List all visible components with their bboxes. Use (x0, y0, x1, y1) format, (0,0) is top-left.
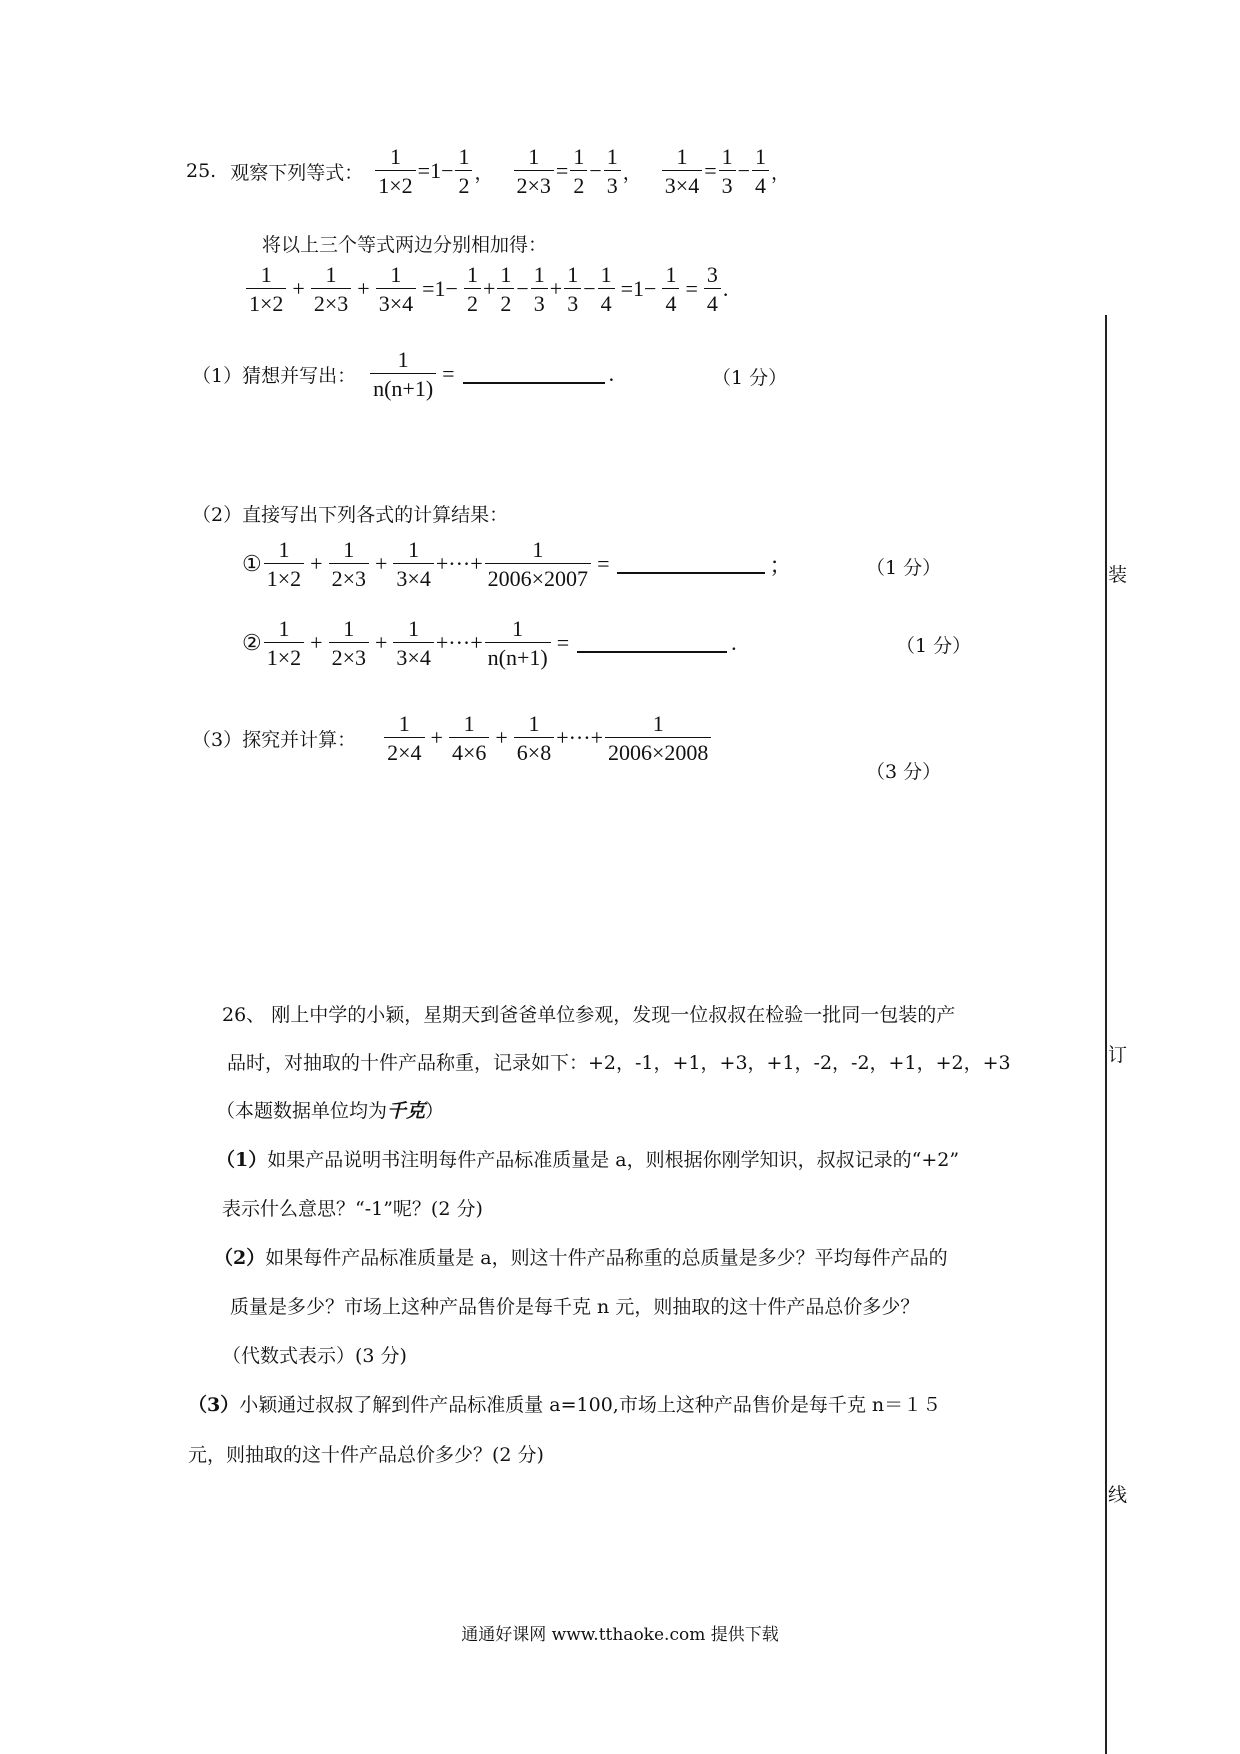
q25-intro: 观察下列等式： (230, 161, 364, 184)
q25-example-1: $\frac{1}{1\times 2}$ =1− $\frac{1}{2}$ ， (373, 145, 493, 197)
q25-part-2-label: （2）直接写出下列各式的计算结果： (192, 504, 509, 526)
q25-part-3-label: （3）探究并计算： (192, 728, 357, 751)
answer-blank[interactable] (577, 650, 727, 653)
q25-part-3-score: （3 分） (866, 761, 942, 783)
q26-part-2-line-c: （代数式表示）(3 分) (222, 1345, 407, 1367)
q25-part-2b: ② $\frac{1}{1\times 2}$ + $\frac{1}{2\times 3}$ + $\frac{1}{3\times 4}$ +···+ $\frac{1}{n(n+1)}$ = . (242, 616, 737, 671)
q25-header (186, 145, 790, 197)
q25-part-2a-score: （1 分） (866, 557, 942, 579)
q25-part-3: （3）探究并计算： $\frac{1}{2\times 4}$ + $\frac{1}{4\times 6}$ + $\frac{1}{6\times 8}$ +···+ $\frac{1}{2006\times 2008}$ (192, 712, 713, 764)
unit-kg: 千克 (387, 1100, 426, 1122)
circle-1: ① (242, 551, 262, 577)
binding-char-zhuang: 装 (1108, 564, 1128, 586)
q25-add-text: 将以上三个等式两边分别相加得： (262, 234, 548, 256)
q25-part-1: （1）猜想并写出： $\frac{1}{n(n+1)}$ = . (192, 347, 615, 402)
page-footer: 通通好课网 www.tthaoke.com 提供下载 (461, 1625, 779, 1645)
q26-line-3: （本题数据单位均为千克） (216, 1100, 445, 1122)
binding-char-ding: 订 (1108, 1044, 1128, 1066)
q26-part-2-line-b: 质量是多少？市场上这种产品售价是每千克 n 元，则抽取的这十件产品总价多少？ (230, 1296, 920, 1318)
q26-part-1-line-b: 表示什么意思？“-1”呢？(2 分) (222, 1198, 483, 1220)
q26-line-1: 26、 刚上中学的小颖，星期天到爸爸单位参观，发现一位叔叔在检验一批同一包装的产 (222, 1004, 956, 1026)
q26-part-2-line-a: （2）如果每件产品标准质量是 a，则这十件产品称重的总质量是多少？平均每件产品的 (214, 1247, 948, 1269)
q26-part-3-line-b: 元，则抽取的这十件产品总价多少？(2 分) (188, 1444, 544, 1466)
q25-part-2a: ① $\frac{1}{1\times 2}$ + $\frac{1}{2\times 3}$ + $\frac{1}{3\times 4}$ +···+ $\frac{1}{2006\times 2007}$ = ； (242, 537, 792, 592)
answer-blank[interactable] (617, 571, 765, 574)
q25-part-1-score: （1 分） (712, 367, 788, 389)
q25-number: 25. (186, 160, 217, 183)
q25-example-3: $\frac{1}{3\times 4}$ = $\frac{1}{3}$ − $\frac{1}{4}$ ， (660, 145, 790, 197)
circle-2: ② (242, 630, 262, 656)
binding-line (1105, 315, 1107, 1754)
q25-sum-line: $\frac{1}{1\times 2}$ + $\frac{1}{2\times 3}$ + $\frac{1}{3\times 4}$ =1− $\frac{1}{2}$ + $\frac{1}{2}$ − $\frac{1}{3}$ + $\frac{1}{3}$ − $\frac{1}{4}$ =1− $\frac{1}{4}$ = $\frac{3}{4}$ . (244, 263, 728, 315)
binding-char-xian: 线 (1108, 1484, 1128, 1506)
q26-part-1-line-a: （1）如果产品说明书注明每件产品标准质量是 a，则根据你刚学知识，叔叔记录的“+2” (216, 1149, 960, 1171)
q26-part-3-line-a: （3）小颖通过叔叔了解到件产品标准质量 a=100,市场上这种产品售价是每千克 n＝１５ (188, 1394, 942, 1416)
q25-part-2b-score: （1 分） (896, 635, 972, 657)
q25-part-1-label: （1）猜想并写出： (192, 364, 357, 387)
q25-example-2: $\frac{1}{2\times 3}$ = $\frac{1}{2}$ − $\frac{1}{3}$ ， (512, 145, 642, 197)
q26-line-2: 品时，对抽取的十件产品称重，记录如下：+2，-1，+1，+3，+1，-2，-2，+1，+2，+3 (227, 1052, 1011, 1074)
answer-blank[interactable] (463, 381, 605, 384)
